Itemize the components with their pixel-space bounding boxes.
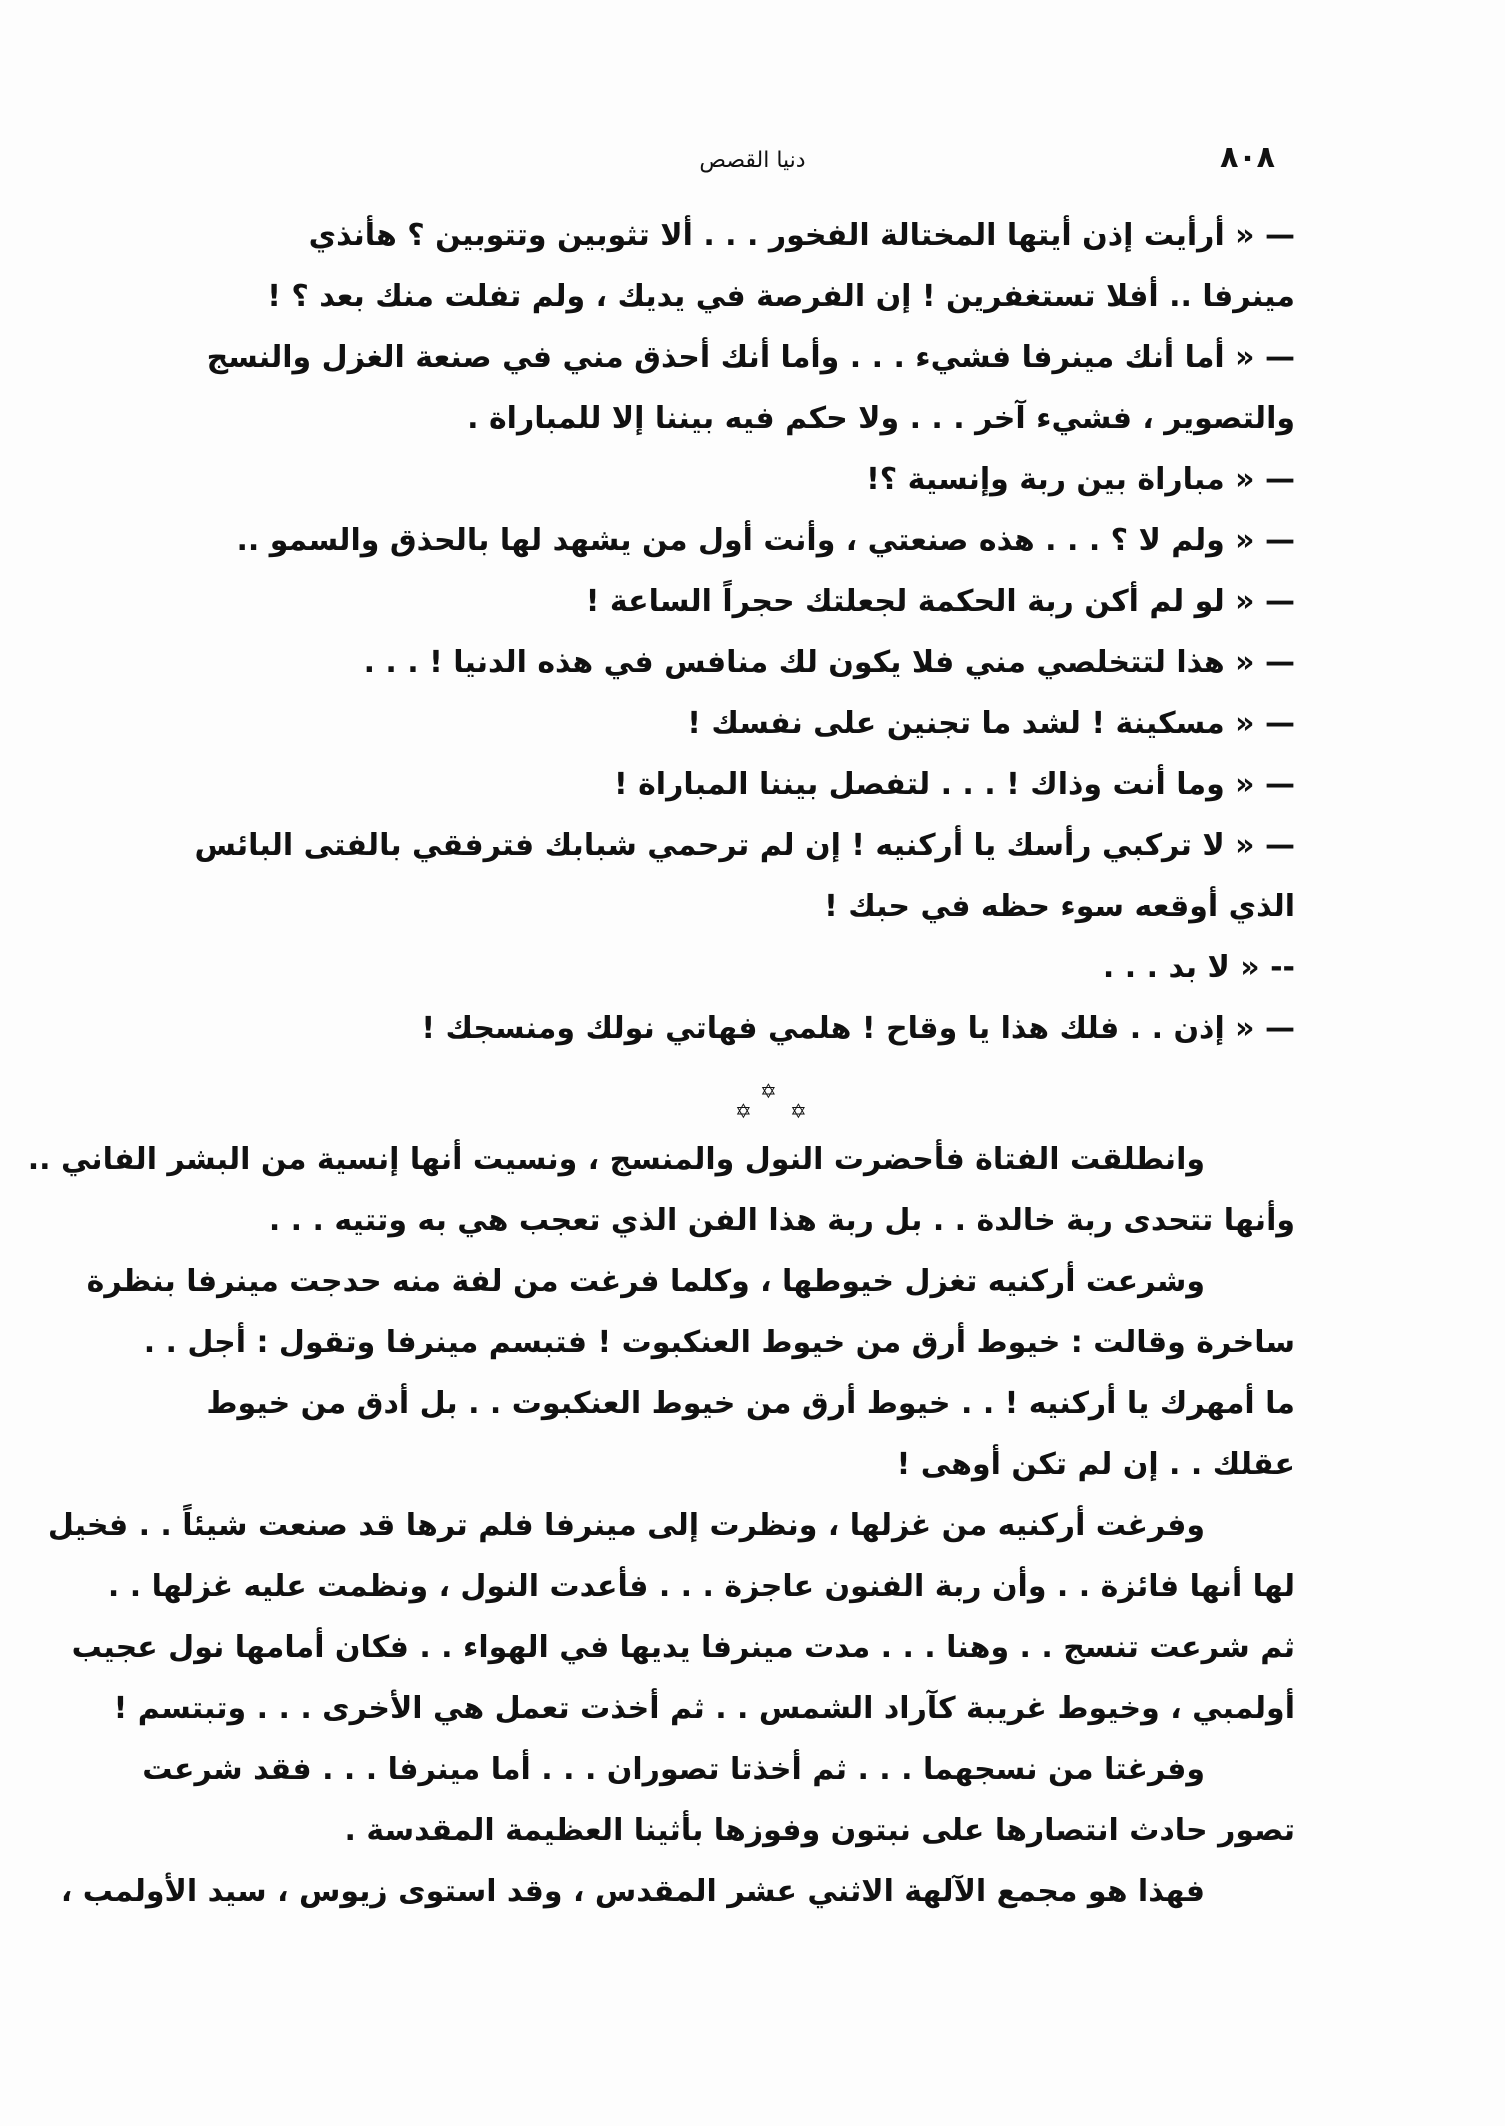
- text-line: — « لا تركبي رأسك يا أركنيه ! إن لم ترحمي شبابك فترفقي بالفتى البائس: [194, 828, 1295, 863]
- running-title: دنيا القصص: [699, 148, 806, 173]
- text-line: ما أمهرك يا أركنيه ! . . خيوط أرق من خيوط العنكبوت . . بل أدق من خيوط: [206, 1386, 1295, 1421]
- text-line: مينرفا .. أفلا تستغفرين ! إن الفرصة في يديك ، ولم تفلت منك بعد ؟ !: [267, 279, 1295, 314]
- star-icon: ✡: [790, 1099, 807, 1123]
- text-line: عقلك . . إن لم تكن أوهى !: [896, 1447, 1295, 1482]
- paragraph-line: وانطلقت الفتاة فأحضرت النول والمنسج ، ونسيت أنها إنسية من البشر الفاني ..: [27, 1142, 1205, 1177]
- text-line: — « أما أنك مينرفا فشيء . . . وأما أنك أحذق مني في صنعة الغزل والنسج: [206, 340, 1295, 375]
- paragraph-line: فهذا هو مجمع الآلهة الاثني عشر المقدس ، وقد استوى زيوس ، سيد الأولمب ،: [60, 1874, 1205, 1909]
- page-body: [27, 205, 1295, 1922]
- text-line: لها أنها فائزة . . وأن ربة الفنون عاجزة . . . فأعدت النول ، ونظمت عليه غزلها . .: [107, 1569, 1295, 1604]
- page-header: [0, 140, 1505, 200]
- paragraph-line: وفرغتا من نسجهما . . . ثم أخذتا تصوران . . . أما مينرفا . . . فقد شرعت: [142, 1752, 1205, 1787]
- text-line: وأنها تتحدى ربة خالدة . . بل ربة هذا الفن الذي تعجب هي به وتتيه . . .: [268, 1203, 1295, 1238]
- three-stars-ornament-icon: [225, 1059, 1295, 1129]
- star-icon: ✡: [760, 1079, 777, 1103]
- text-line: — « مسكينة ! لشد ما تجنين على نفسك !: [687, 706, 1295, 741]
- page-number: ٨٠٨: [1220, 140, 1275, 175]
- text-line: — « أرأيت إذن أيتها المختالة الفخور . . . ألا تثوبين وتتوبين ؟ هأنذي: [308, 218, 1295, 253]
- text-line: — « هذا لتتخلصي مني فلا يكون لك منافس في هذه الدنيا ! . . .: [363, 645, 1295, 680]
- text-line: تصور حادث انتصارها على نبتون وفوزها بأثينا العظيمة المقدسة .: [344, 1813, 1295, 1848]
- text-line: ساخرة وقالت : خيوط أرق من خيوط العنكبوت ! فتبسم مينرفا وتقول : أجل . .: [143, 1325, 1295, 1360]
- text-line: — « مباراة بين ربة وإنسية ؟!: [866, 462, 1295, 497]
- paragraph-line: وشرعت أركنيه تغزل خيوطها ، وكلما فرغت من لفة منه حدجت مينرفا بنظرة: [86, 1264, 1205, 1299]
- paragraph-line: وفرغت أركنيه من غزلها ، ونظرت إلى مينرفا فلم ترها قد صنعت شيئاً . . فخيل: [47, 1508, 1205, 1543]
- text-line: — « ولم لا ؟ . . . هذه صنعتي ، وأنت أول من يشهد لها بالحذق والسمو ..: [236, 523, 1295, 558]
- text-line: — « وما أنت وذاك ! . . . لتفصل بيننا المباراة !: [613, 767, 1295, 802]
- text-line: ثم شرعت تنسج . . وهنا . . . مدت مينرفا يديها في الهواء . . فكان أمامها نول عجيب: [71, 1630, 1295, 1665]
- text-line: الذي أوقعه سوء حظه في حبك !: [824, 889, 1295, 924]
- star-icon: ✡: [735, 1099, 752, 1123]
- text-line: والتصوير ، فشيء آخر . . . ولا حكم فيه بيننا إلا للمباراة .: [467, 401, 1295, 436]
- text-line: — « لو لم أكن ربة الحكمة لجعلتك حجراً الساعة !: [585, 584, 1295, 619]
- text-line: أولمبي ، وخيوط غريبة كآراد الشمس . . ثم أخذت تعمل هي الأخرى . . . وتبتسم !: [113, 1691, 1295, 1726]
- text-line: — « إذن . . فلك هذا يا وقاح ! هلمي فهاتي نولك ومنسجك !: [421, 1011, 1295, 1046]
- text-line: -- « لا بد . . .: [1102, 950, 1295, 985]
